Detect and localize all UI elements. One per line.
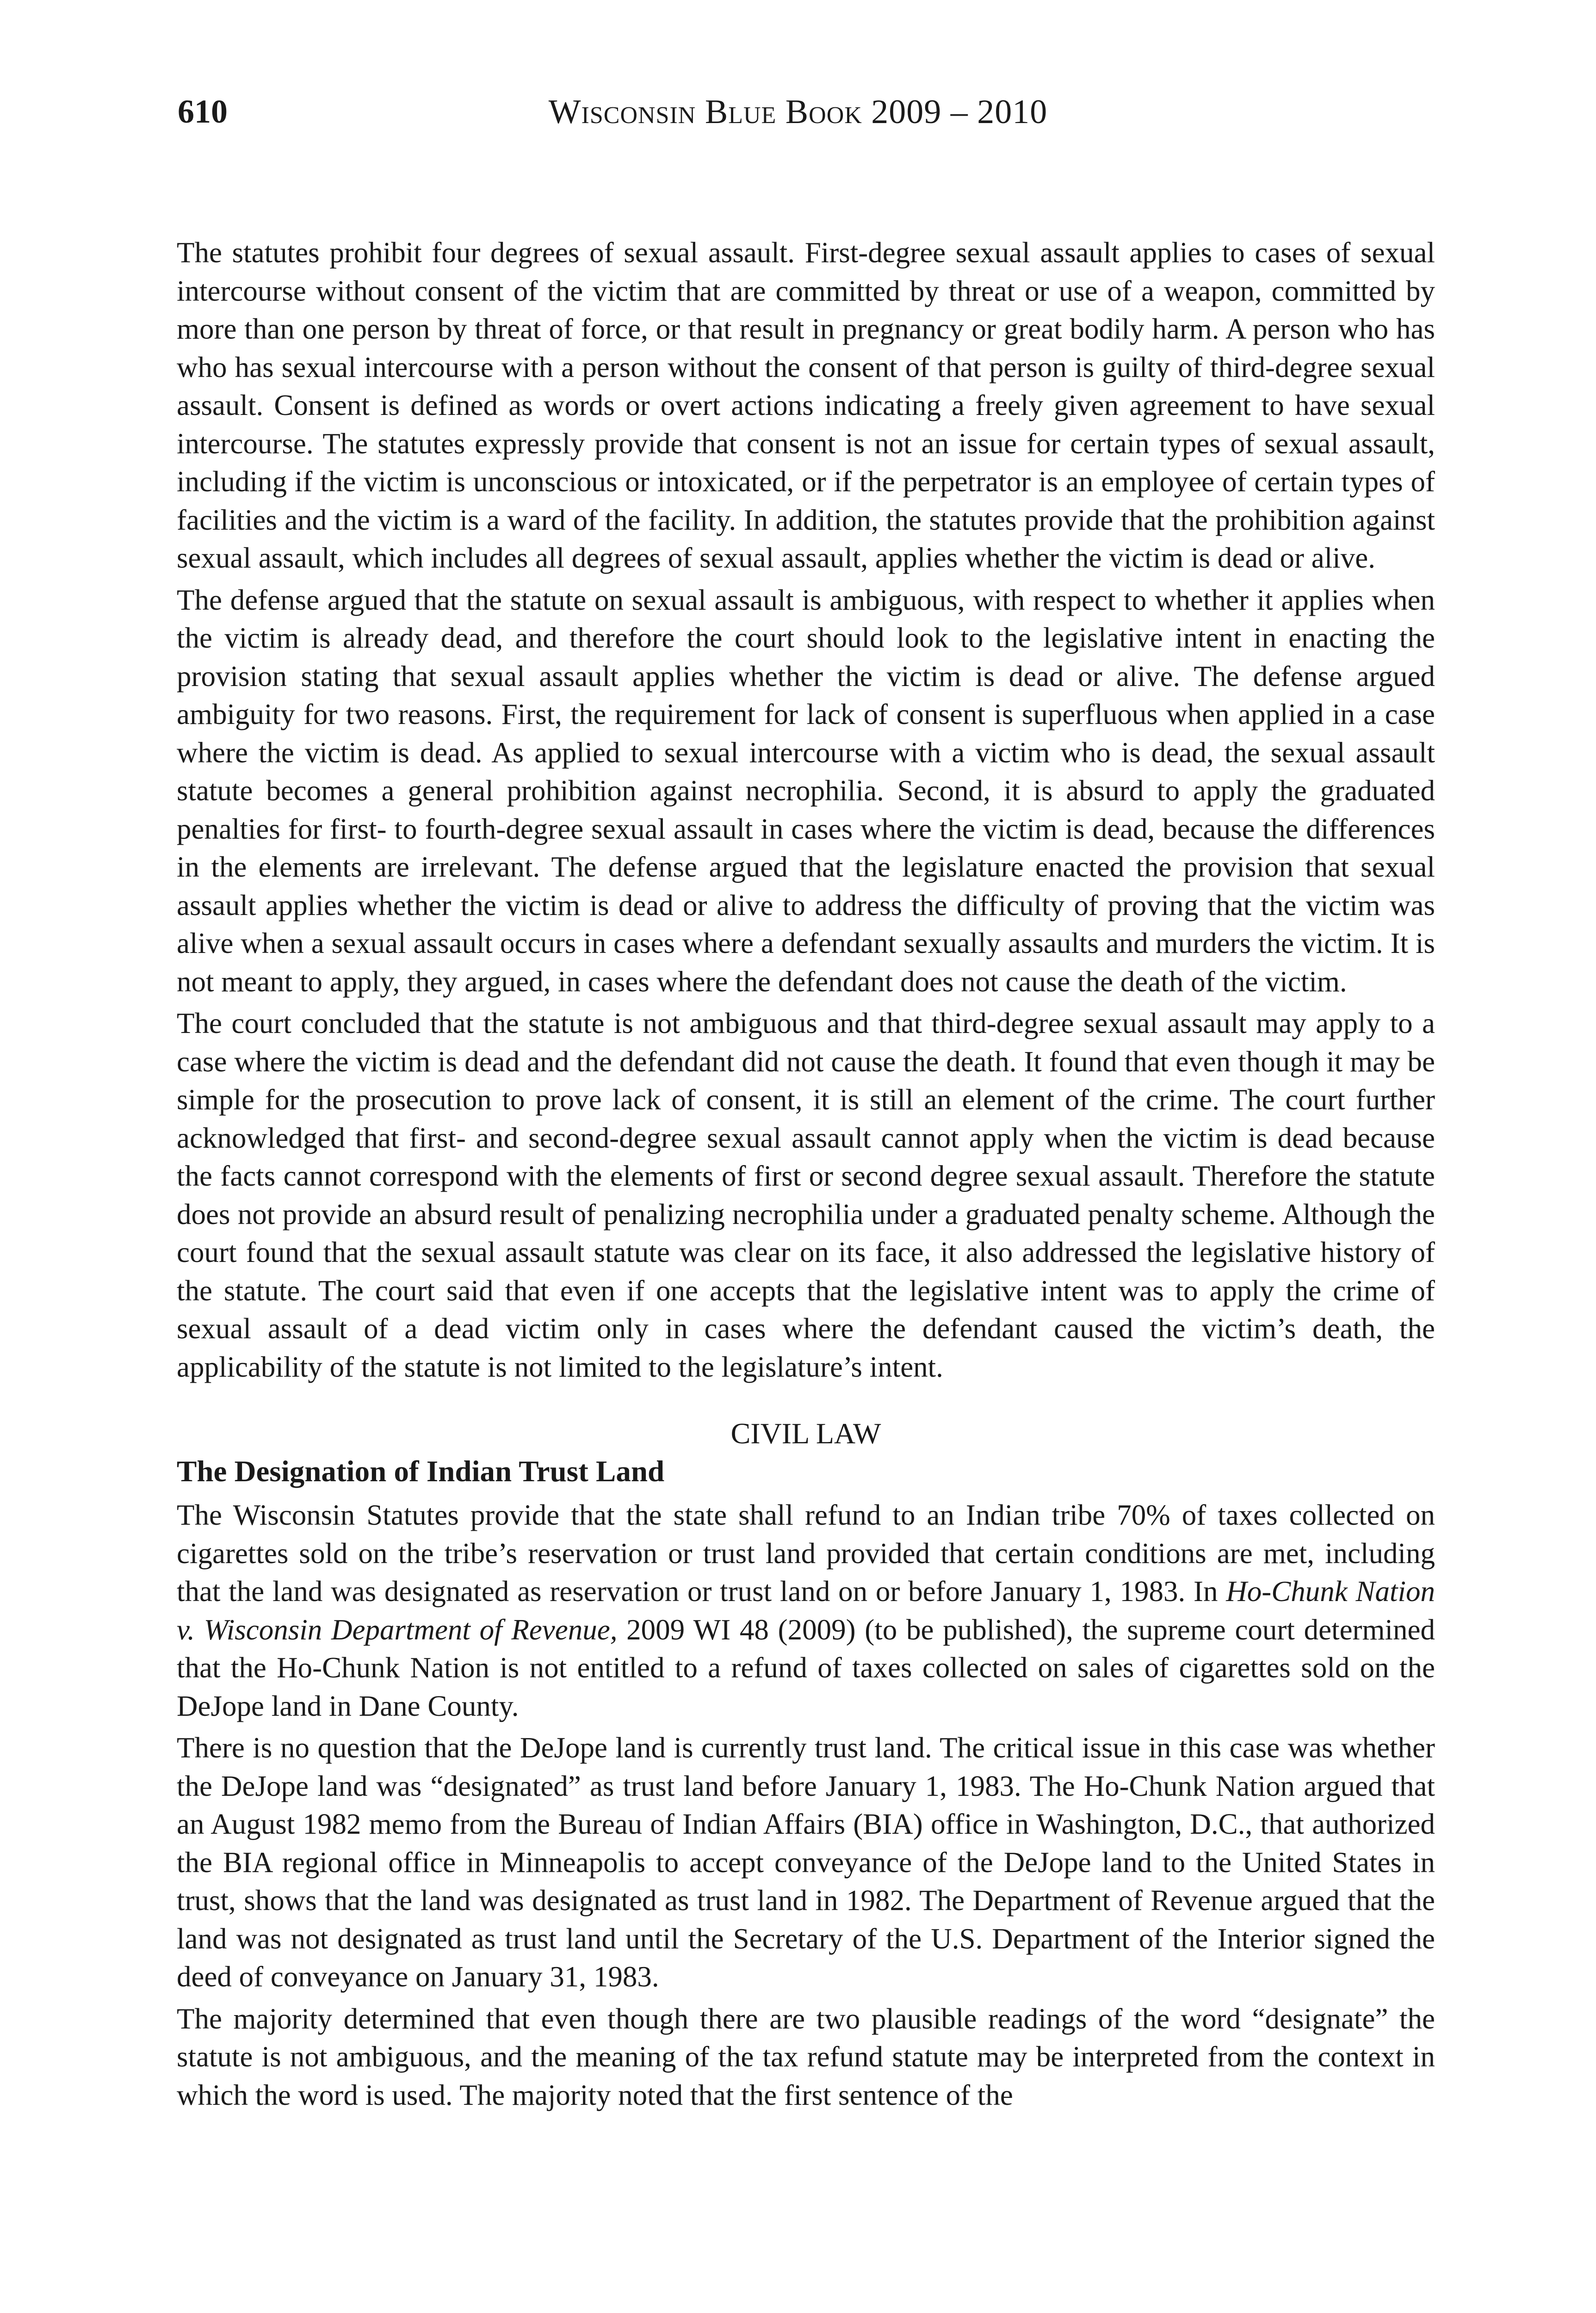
running-title: Wisconsin Blue Book 2009 – 2010 [548,93,1048,131]
case-name: Ho-Chunk Nation v. Wisconsin Department of Revenue, [177,1575,1435,1646]
paragraph-tax-refund-statute [177,1496,1435,1725]
paragraph-majority-determination: The majority determined that even though there are two plausible readings of the word “designate” the statute is not ambiguous, and the meaning of the tax refund statute may be interpreted from the context in which the word is used. The majority noted that the first sentence of the [177,2002,1435,2111]
page-body [177,234,1435,2118]
section-title-civil-law: CIVIL LAW [730,1417,881,1450]
paragraph-text-segment: The Wisconsin Statutes provide that the state shall refund to an Indian tribe 70% of taxes collected on cigarettes sold on the tribe’s reservation or trust land provided that certain conditions are met, including that the land was designated as reservation or trust land on or before January 1, 1983. In [177,1499,1435,1608]
paragraph-dejope-land: There is no question that the DeJope land is currently trust land. The critical issue in this case was whether the DeJope land was “designated” as trust land before January 1, 1983. The Ho-Chunk Nation argued that an August 1982 memo from the Bureau of Indian Affairs (BIA) office in Washington, D.C., that authorized the BIA regional office in Minneapolis to accept conveyance of the DeJope land to the United States in trust, shows that the land was designated as trust land in 1982. The Department of Revenue argued that the land was not designated as trust land until the Secretary of the U.S. Department of the Interior signed the deed of conveyance on January 31, 1983. [177,1732,1435,1993]
page-header [0,0,1596,153]
paragraph-court-conclusion: The court concluded that the statute is not ambiguous and that third-degree sexual assault may apply to a case where the victim is dead and the defendant did not cause the death. It found that even though it may be simple for the prosecution to prove lack of consent, it is still an element of the crime. The court further acknowledged that first- and second-degree sexual assault cannot apply when the victim is dead because the facts cannot correspond with the elements of first or second degree sexual assault. Therefore the statute does not provide an absurd result of penalizing necrophilia under a graduated penalty scheme. Although the court found that the sexual assault statute was clear on its face, it also addressed the legislative history of the statute. The court said that even if one accepts that the legislative intent was to apply the crime of sexual assault of a dead victim only in cases where the defendant caused the victim’s death, the applicability of the statute is not limited to the legislature’s intent. [177,1007,1435,1383]
paragraph-text-segment: 2009 WI 48 (2009) (to be published), the supreme court determined that the Ho-Chunk Nation is not entitled to a refund of taxes collected on sales of cigarettes sold on the DeJope land in Dane County. [177,1613,1435,1722]
paragraph-defense-argument: The defense argued that the statute on sexual assault is ambiguous, with respect to whether it applies when the victim is already dead, and therefore the court should look to the legislative intent in enacting the provision stating that sexual assault applies whether the victim is dead or alive. The defense argued ambiguity for two reasons. First, the requirement for lack of consent is superfluous when applied in a case where the victim is dead. As applied to sexual intercourse with a victim who is dead, the sexual assault statute becomes a general prohibition against necrophilia. Second, it is absurd to apply the graduated penalties for first- to fourth-degree sexual assault in cases where the victim is dead, because the differences in the elements are irrelevant. The defense argued that the legislature enacted the provision that sexual assault applies whether the victim is dead or alive to address the difficulty of proving that the victim was alive when a sexual assault occurs in cases where a defendant sexually assaults and murders the victim. It is not meant to apply, they argued, in cases where the defendant does not cause the death of the victim. [177,583,1435,998]
subsection-title-indian-trust-land: The Designation of Indian Trust Land [177,1455,665,1488]
paragraph-statutes-sexual-assault: The statutes prohibit four degrees of sexual assault. First-degree sexual assault applies to cases of sexual intercourse without consent of the victim that are committed by threat or use of a weapon, committed by more than one person by threat of force, or that result in pregnancy or great bodily harm. A person who has who has sexual intercourse with a person without the consent of that person is guilty of third-degree sexual assault. Consent is defined as words or overt actions indicating a freely given agreement to have sexual intercourse. The statutes expressly provide that consent is not an issue for certain types of sexual assault, including if the victim is unconscious or intoxicated, or if the perpetrator is an employee of certain types of facilities and the victim is a ward of the facility. In addition, the statutes provide that the prohibition against sexual assault, which includes all degrees of sexual assault, applies whether the victim is dead or alive. [177,236,1435,574]
page-number: 610 [178,93,228,130]
